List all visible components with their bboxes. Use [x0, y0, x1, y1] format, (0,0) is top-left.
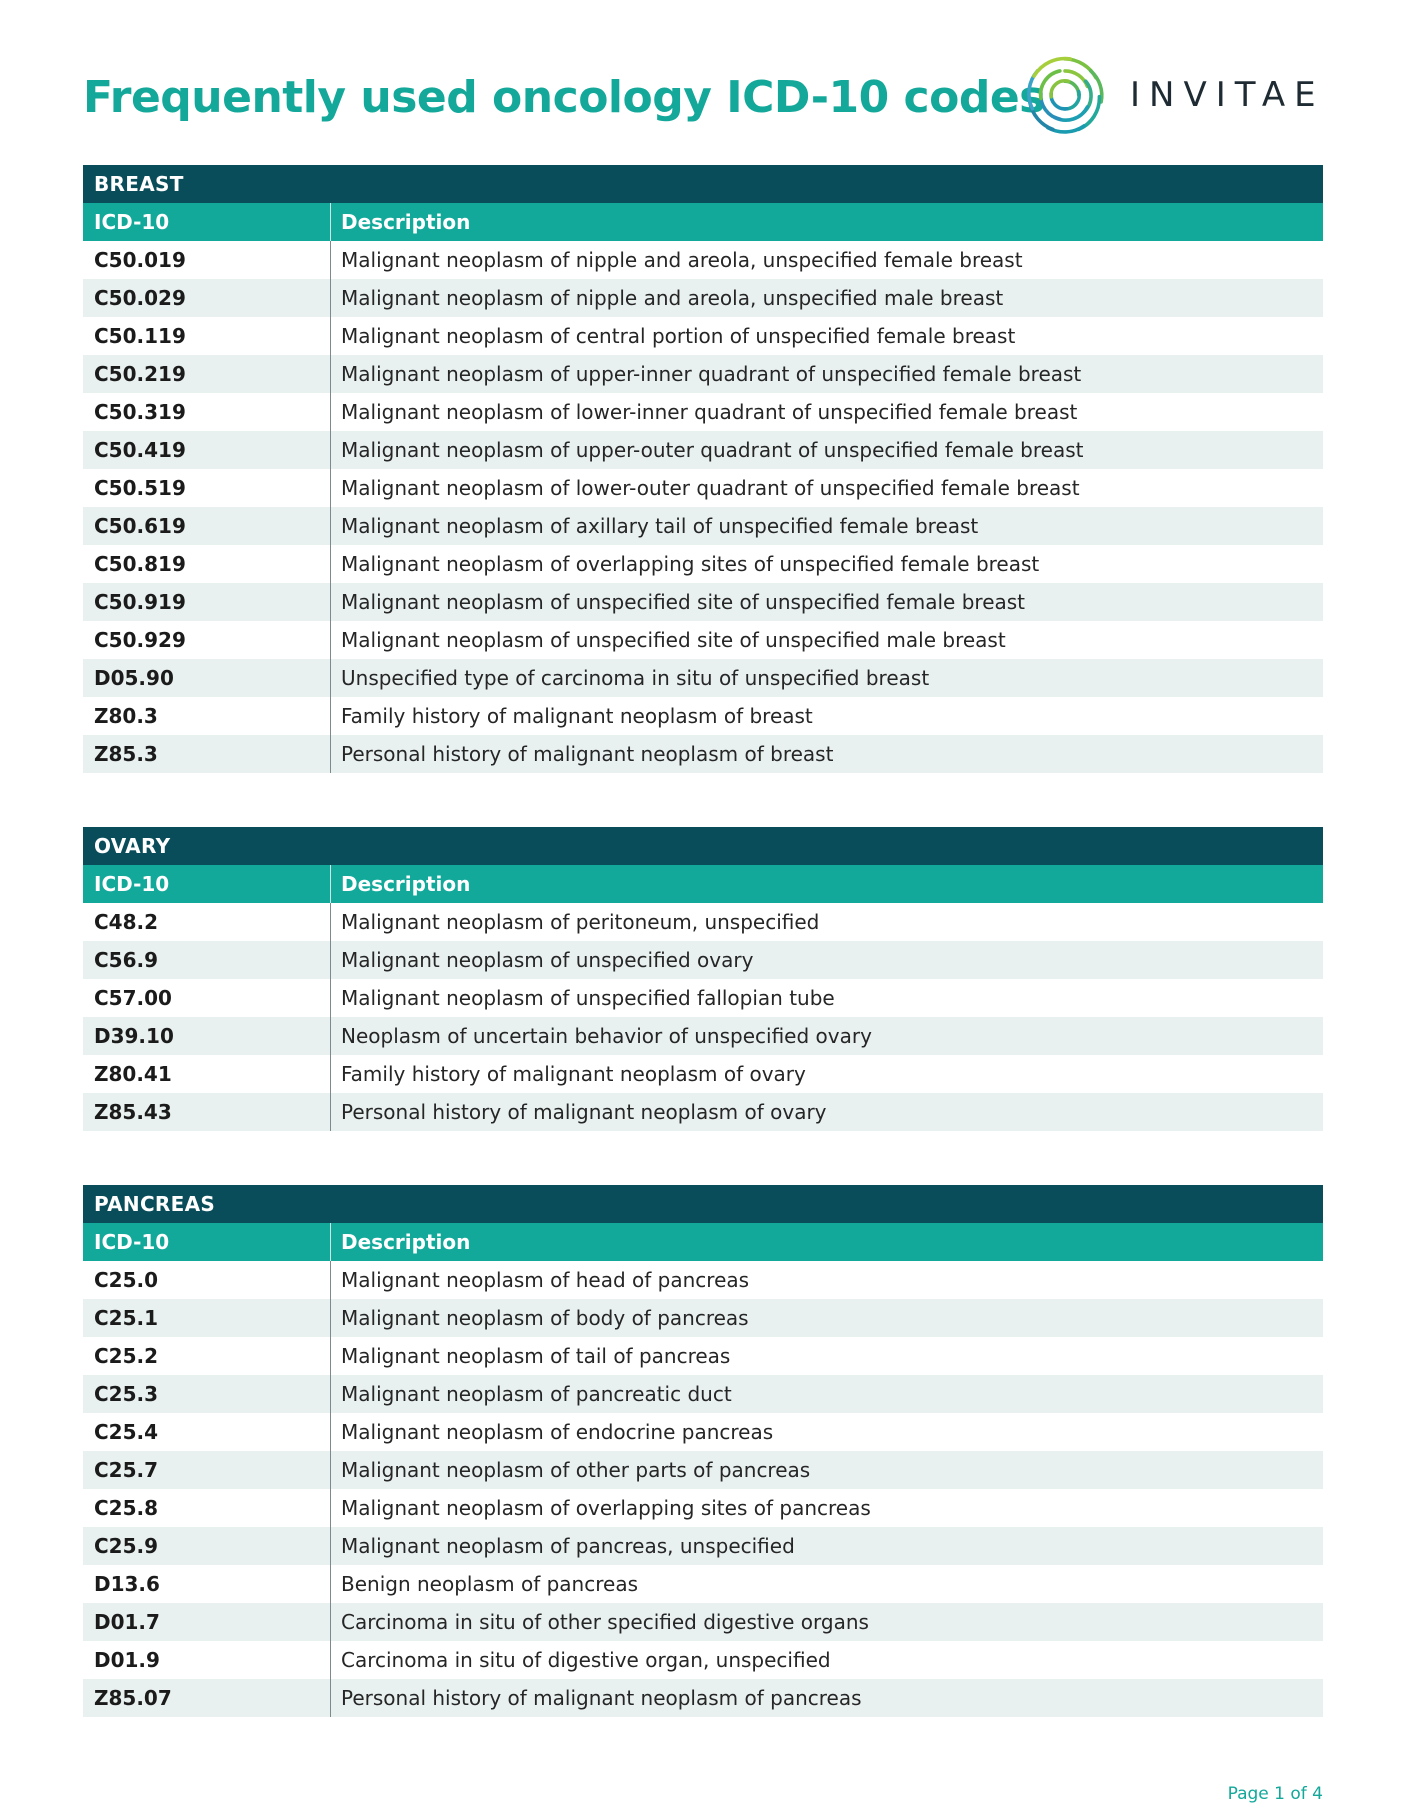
icd10-code: C25.7 [94, 1458, 159, 1482]
code-description: Malignant neoplasm of lower-outer quadrant of unspecified female breast [330, 469, 1080, 507]
icd10-code: C25.1 [94, 1306, 159, 1330]
icd10-code: C50.919 [94, 590, 186, 614]
code-description: Malignant neoplasm of nipple and areola, unspecified male breast [330, 279, 1003, 317]
table-row [83, 1527, 1323, 1565]
table-row [83, 469, 1323, 507]
icd10-code: D13.6 [94, 1572, 160, 1596]
code-description: Personal history of malignant neoplasm of breast [330, 735, 833, 773]
column-header-code: ICD-10 [94, 1230, 170, 1254]
code-description: Malignant neoplasm of overlapping sites of unspecified female breast [330, 545, 1039, 583]
code-description: Malignant neoplasm of other parts of pancreas [330, 1451, 810, 1489]
section-header: PANCREAS [83, 1185, 1323, 1223]
icd10-code: C48.2 [94, 910, 159, 934]
table-row [83, 1261, 1323, 1299]
icd10-code: D05.90 [94, 666, 174, 690]
table-row [83, 1017, 1323, 1055]
icd10-code: Z80.41 [94, 1062, 172, 1086]
code-description: Neoplasm of uncertain behavior of unspecified ovary [330, 1017, 872, 1055]
icd10-code: C25.4 [94, 1420, 159, 1444]
code-description: Benign neoplasm of pancreas [330, 1565, 638, 1603]
icd10-code: C50.619 [94, 514, 186, 538]
table-row [83, 317, 1323, 355]
icd10-code: C50.519 [94, 476, 186, 500]
icd10-code: C25.9 [94, 1534, 159, 1558]
table-row [83, 355, 1323, 393]
icd10-code: C50.019 [94, 248, 186, 272]
logo-text: INVITAE [1130, 75, 1325, 115]
section-pancreas [83, 1185, 1323, 1717]
code-description: Malignant neoplasm of upper-inner quadrant of unspecified female breast [330, 355, 1081, 393]
section-header: OVARY [83, 827, 1323, 865]
icd10-code: C25.0 [94, 1268, 159, 1292]
table-row [83, 621, 1323, 659]
table-row [83, 393, 1323, 431]
code-description: Malignant neoplasm of central portion of unspecified female breast [330, 317, 1015, 355]
code-description: Malignant neoplasm of upper-outer quadrant of unspecified female breast [330, 431, 1083, 469]
column-header-code: ICD-10 [94, 210, 170, 234]
code-description: Personal history of malignant neoplasm of pancreas [330, 1679, 862, 1717]
icd10-code: C25.3 [94, 1382, 159, 1406]
pancreas-rows [83, 1261, 1323, 1717]
icd10-code: Z85.07 [94, 1686, 172, 1710]
page-title: Frequently used oncology ICD-10 codes [83, 72, 1045, 123]
column-header-row [83, 1223, 1323, 1261]
section-header: BREAST [83, 165, 1323, 203]
table-row [83, 583, 1323, 621]
code-description: Malignant neoplasm of unspecified site of unspecified male breast [330, 621, 1006, 659]
code-description: Malignant neoplasm of lower-inner quadrant of unspecified female breast [330, 393, 1077, 431]
code-description: Malignant neoplasm of pancreatic duct [330, 1375, 732, 1413]
code-description: Malignant neoplasm of body of pancreas [330, 1299, 749, 1337]
code-description: Malignant neoplasm of nipple and areola, unspecified female breast [330, 241, 1023, 279]
table-row [83, 979, 1323, 1017]
invitae-swirl-icon [1022, 52, 1108, 138]
table-row [83, 1679, 1323, 1717]
column-header-row [83, 203, 1323, 241]
icd10-code: C56.9 [94, 948, 159, 972]
table-row [83, 1489, 1323, 1527]
table-row [83, 1337, 1323, 1375]
code-description: Malignant neoplasm of endocrine pancreas [330, 1413, 773, 1451]
icd10-code: C50.029 [94, 286, 186, 310]
table-row [83, 241, 1323, 279]
icd10-code: D01.7 [94, 1610, 160, 1634]
icd10-code: Z85.43 [94, 1100, 172, 1124]
code-description: Family history of malignant neoplasm of ovary [330, 1055, 806, 1093]
icd10-code: C50.119 [94, 324, 186, 348]
table-row [83, 545, 1323, 583]
icd10-code: C50.929 [94, 628, 186, 652]
column-header-description: Description [330, 1223, 470, 1261]
icd10-code: C57.00 [94, 986, 172, 1010]
table-row [83, 697, 1323, 735]
icd10-code: C25.8 [94, 1496, 159, 1520]
column-header-description: Description [330, 203, 470, 241]
table-row [83, 1375, 1323, 1413]
icd10-code: D01.9 [94, 1648, 160, 1672]
icd10-code: C50.219 [94, 362, 186, 386]
code-description: Malignant neoplasm of axillary tail of unspecified female breast [330, 507, 978, 545]
invitae-logo [1022, 52, 1325, 138]
table-row [83, 659, 1323, 697]
table-row [83, 279, 1323, 317]
page-number: Page 1 of 4 [1227, 1784, 1323, 1804]
breast-rows [83, 241, 1323, 773]
column-header-code: ICD-10 [94, 872, 170, 896]
code-description: Malignant neoplasm of unspecified site of unspecified female breast [330, 583, 1025, 621]
table-row [83, 1093, 1323, 1131]
icd10-code: Z80.3 [94, 704, 158, 728]
code-description: Malignant neoplasm of overlapping sites of pancreas [330, 1489, 871, 1527]
code-description: Unspecified type of carcinoma in situ of unspecified breast [330, 659, 929, 697]
table-row [83, 1603, 1323, 1641]
icd10-code: C50.819 [94, 552, 186, 576]
code-description: Carcinoma in situ of other specified digestive organs [330, 1603, 869, 1641]
column-header-description: Description [330, 865, 470, 903]
table-row [83, 431, 1323, 469]
code-description: Personal history of malignant neoplasm of ovary [330, 1093, 827, 1131]
table-row [83, 903, 1323, 941]
table-row [83, 735, 1323, 773]
section-breast [83, 165, 1323, 773]
code-description: Malignant neoplasm of unspecified fallopian tube [330, 979, 835, 1017]
code-description: Malignant neoplasm of head of pancreas [330, 1261, 749, 1299]
table-row [83, 1565, 1323, 1603]
code-description: Family history of malignant neoplasm of breast [330, 697, 813, 735]
code-description: Malignant neoplasm of unspecified ovary [330, 941, 753, 979]
table-row [83, 1641, 1323, 1679]
ovary-rows [83, 903, 1323, 1131]
icd10-code: C25.2 [94, 1344, 159, 1368]
table-row [83, 1299, 1323, 1337]
table-row [83, 1451, 1323, 1489]
icd10-code: Z85.3 [94, 742, 158, 766]
icd10-code: D39.10 [94, 1024, 174, 1048]
code-description: Malignant neoplasm of tail of pancreas [330, 1337, 730, 1375]
table-row [83, 1413, 1323, 1451]
code-description: Malignant neoplasm of pancreas, unspecified [330, 1527, 795, 1565]
code-description: Malignant neoplasm of peritoneum, unspecified [330, 903, 819, 941]
column-header-row [83, 865, 1323, 903]
icd10-code: C50.319 [94, 400, 186, 424]
icd10-code: C50.419 [94, 438, 186, 462]
table-row [83, 1055, 1323, 1093]
table-row [83, 507, 1323, 545]
section-ovary [83, 827, 1323, 1131]
code-description: Carcinoma in situ of digestive organ, unspecified [330, 1641, 831, 1679]
table-row [83, 941, 1323, 979]
